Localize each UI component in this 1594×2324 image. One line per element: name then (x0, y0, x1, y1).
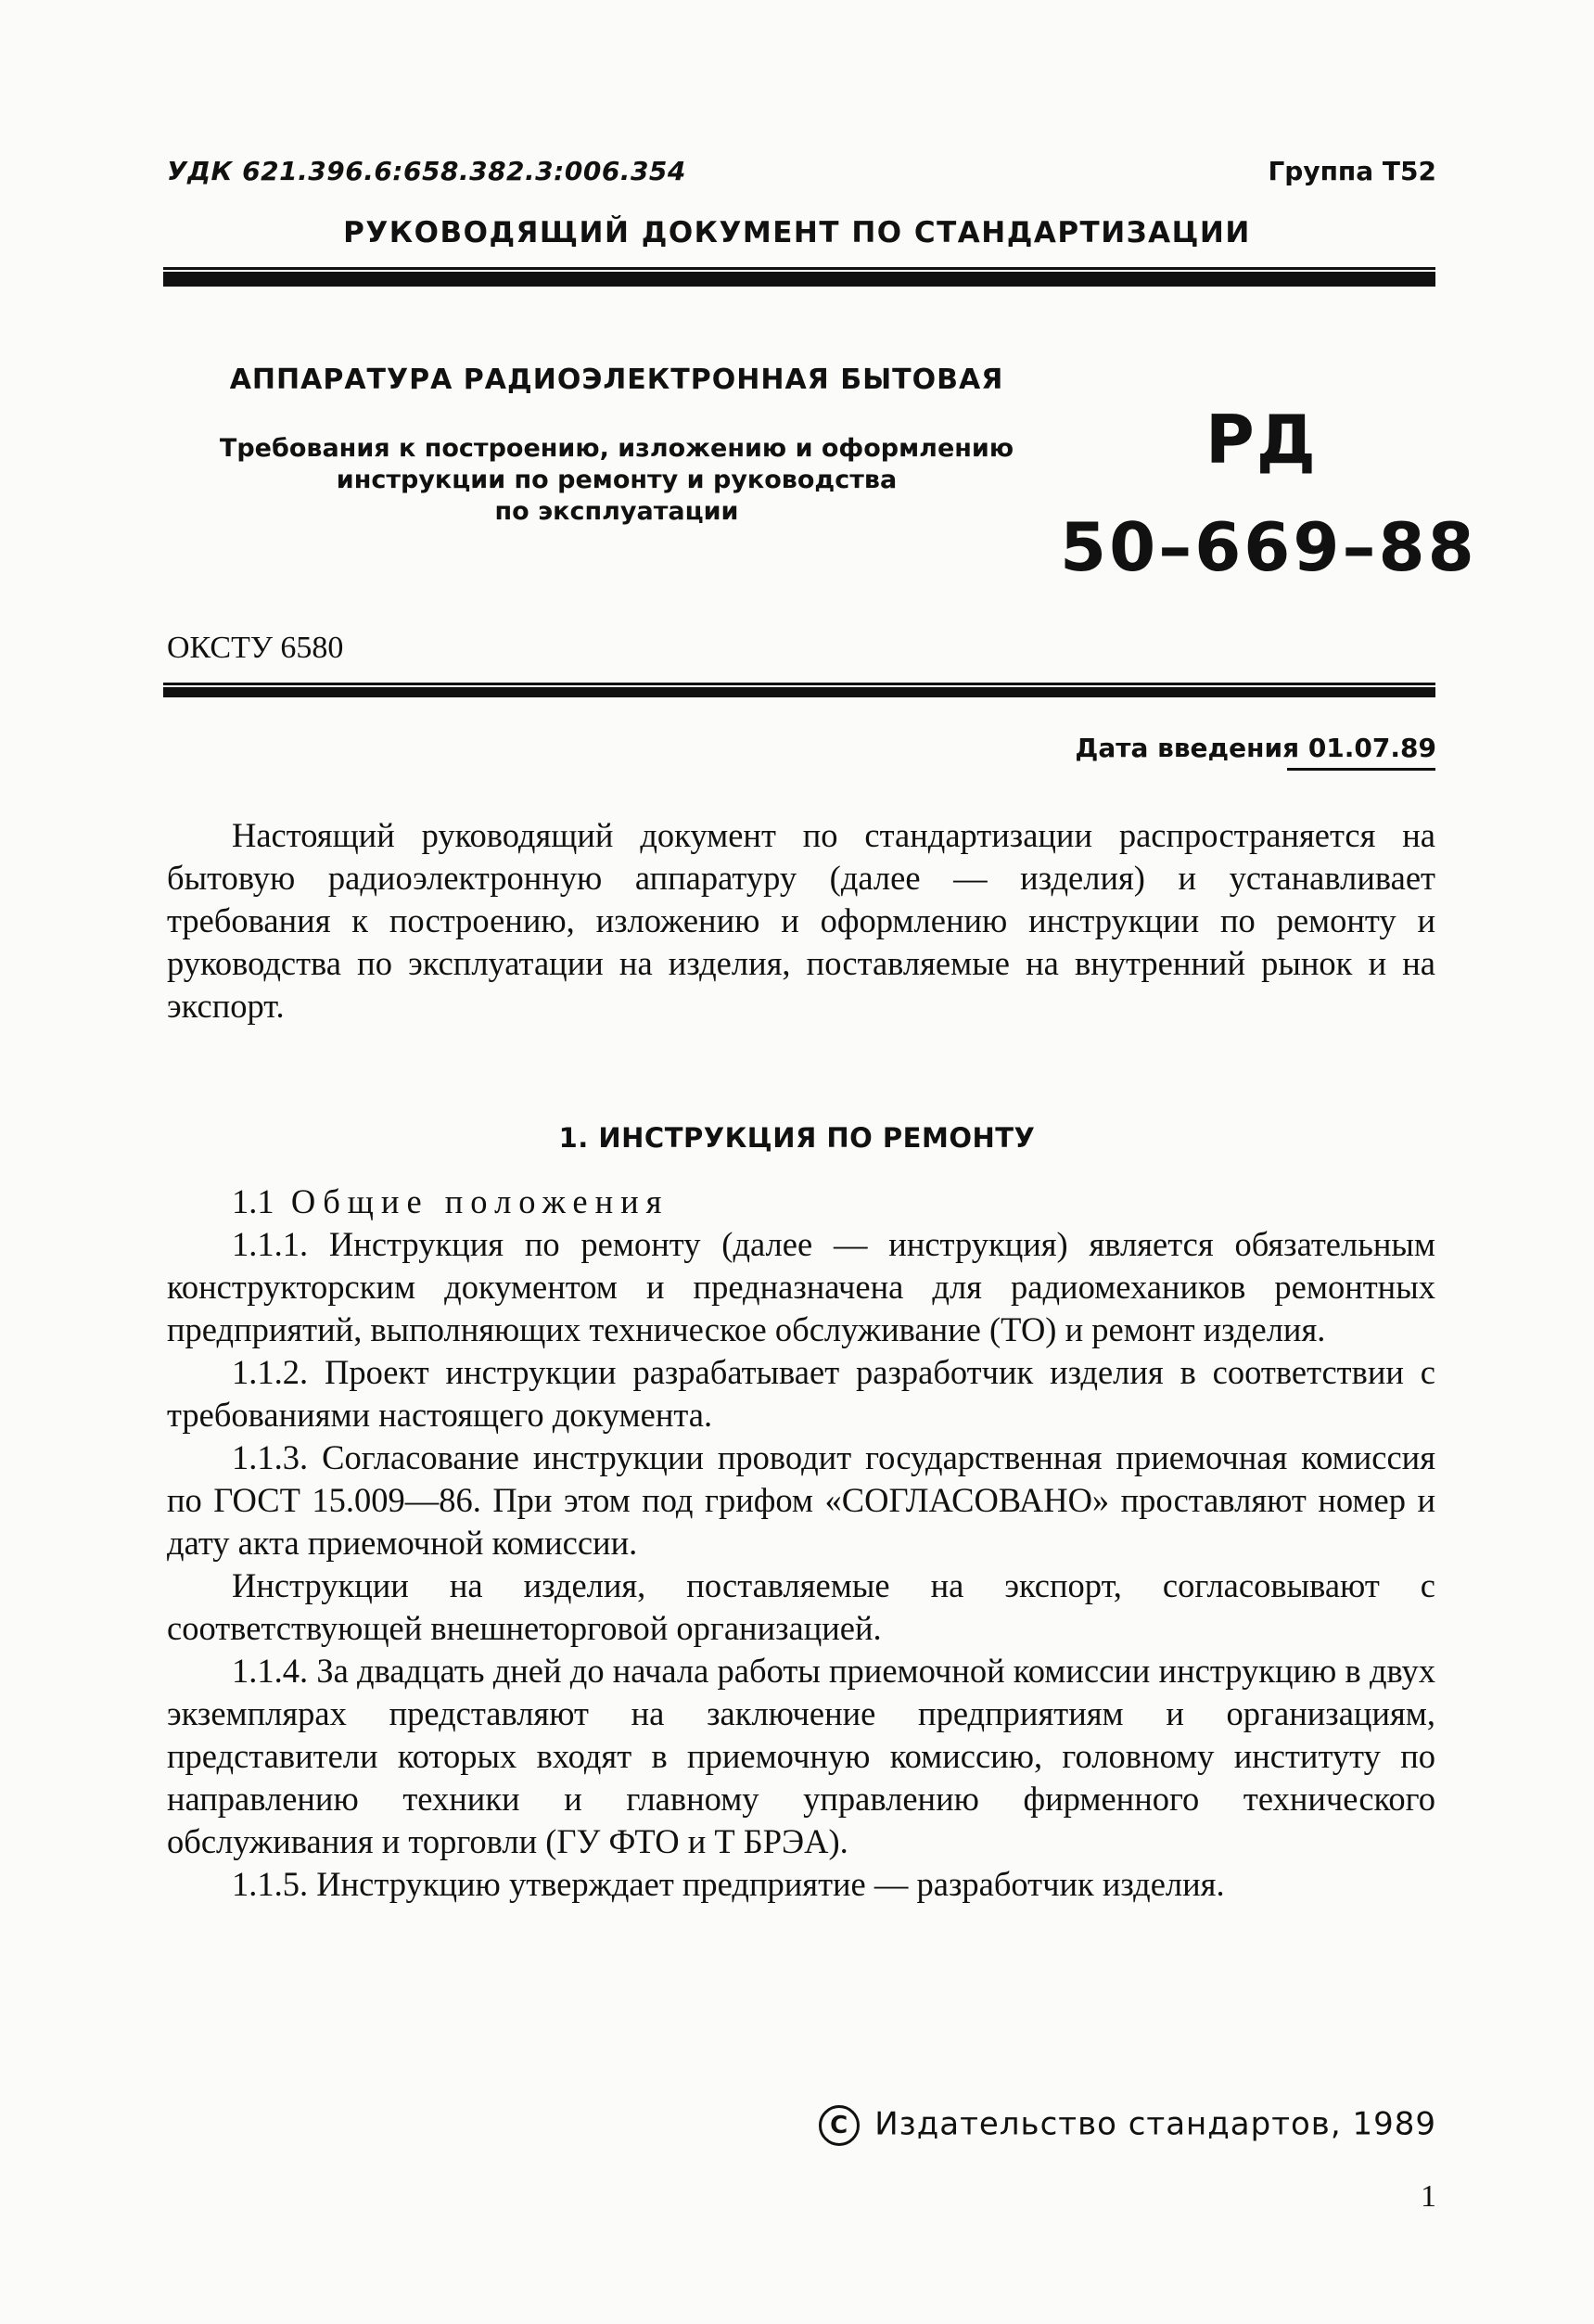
paragraph-1-1-2: 1.1.2. Проект инструкции разрабатывает разработчик изделия в соответствии с требованиями настоящего документа. (167, 1353, 1435, 1434)
copyright-icon: C (819, 2105, 860, 2146)
paragraph-1-1-4: 1.1.4. За двадцать дней до начала работы приемочной комиссии инструкцию в двух экземплярах представляют на заключение предприятиям и организациям, представители которых входят в приемочную комиссию, головному институту по направлению техники и главному управлению фирменного технического обслуживания и торговли (ГУ ФТО и Т БРЭА). (167, 1652, 1435, 1860)
subtitle-line-3: по эксплуатации (494, 497, 739, 526)
title-rule-thick (163, 687, 1435, 697)
header-rule-thin (163, 267, 1435, 270)
subsection-number: 1.1 (232, 1182, 274, 1220)
intro-paragraph (167, 814, 1435, 1028)
section-1-body (167, 1181, 1435, 1906)
document-title: АППАРАТУРА РАДИОЭЛЕКТРОННАЯ БЫТОВАЯ (229, 364, 1004, 396)
copyright-text: Издательство стандартов, 1989 (874, 2105, 1436, 2143)
document-type-heading: РУКОВОДЯЩИЙ ДОКУМЕНТ ПО СТАНДАРТИЗАЦИИ (343, 216, 1251, 249)
copyright-line (819, 2105, 1436, 2146)
designation-prefix: РД (1205, 401, 1318, 479)
subtitle-line-2: инструкции по ремонту и руководства (336, 466, 898, 494)
subsection-heading (167, 1181, 1435, 1223)
introduction-date-value: 01.07.89 (1307, 733, 1436, 763)
page-number: 1 (1421, 2179, 1436, 2214)
intro-text: Настоящий руководящий документ по стандартизации распространяется на бытовую радиоэлектронную аппаратуру (далее — изделия) и устанавливает требования к построению, изложению и оформлению инструкции по ремонту и руководства по эксплуатации на изделия, поставляемые на внутренний рынок и на экспорт. (167, 816, 1435, 1025)
subtitle-line-1: Требования к построению, изложению и оформлению (219, 434, 1014, 463)
introduction-date (1075, 733, 1436, 763)
paragraph-1-1-3: 1.1.3. Согласование инструкции проводит государственная приемочная комиссия по ГОСТ 15.009—86. При этом под грифом «СОГЛАСОВАНО» проставляют номер и дату акта приемочной комиссии. (167, 1438, 1435, 1562)
title-rule-thin (163, 683, 1435, 685)
paragraph-export: Инструкции на изделия, поставляемые на экспорт, согласовывают с соответствующей внешнеторговой организацией. (167, 1566, 1435, 1647)
header-rule-thick (163, 272, 1435, 287)
document-subtitle (176, 433, 1057, 528)
okstu-code: ОКСТУ 6580 (167, 631, 344, 665)
designation-number: 50–669–88 (1060, 508, 1477, 586)
paragraph-1-1-5: 1.1.5. Инструкцию утверждает предприятие — разработчик изделия. (232, 1865, 1225, 1903)
udc-code: УДК 621.396.6:658.382.3:006.354 (167, 156, 686, 186)
title-block (176, 364, 1057, 528)
introduction-date-label: Дата введения (1075, 733, 1300, 763)
date-underline (1287, 768, 1435, 771)
subsection-title: Общие положения (290, 1182, 669, 1220)
paragraph-1-1-1: 1.1.1. Инструкция по ремонту (далее — инструкция) является обязательным конструкторским документом и предназначена для радиомехаников ремонтных предприятий, выполняющих техническое обслуживание (ТО) и ремонт изделия. (167, 1225, 1435, 1348)
group-code: Группа Т52 (1268, 156, 1436, 186)
section-1-heading: 1. ИНСТРУКЦИЯ ПО РЕМОНТУ (558, 1122, 1036, 1154)
